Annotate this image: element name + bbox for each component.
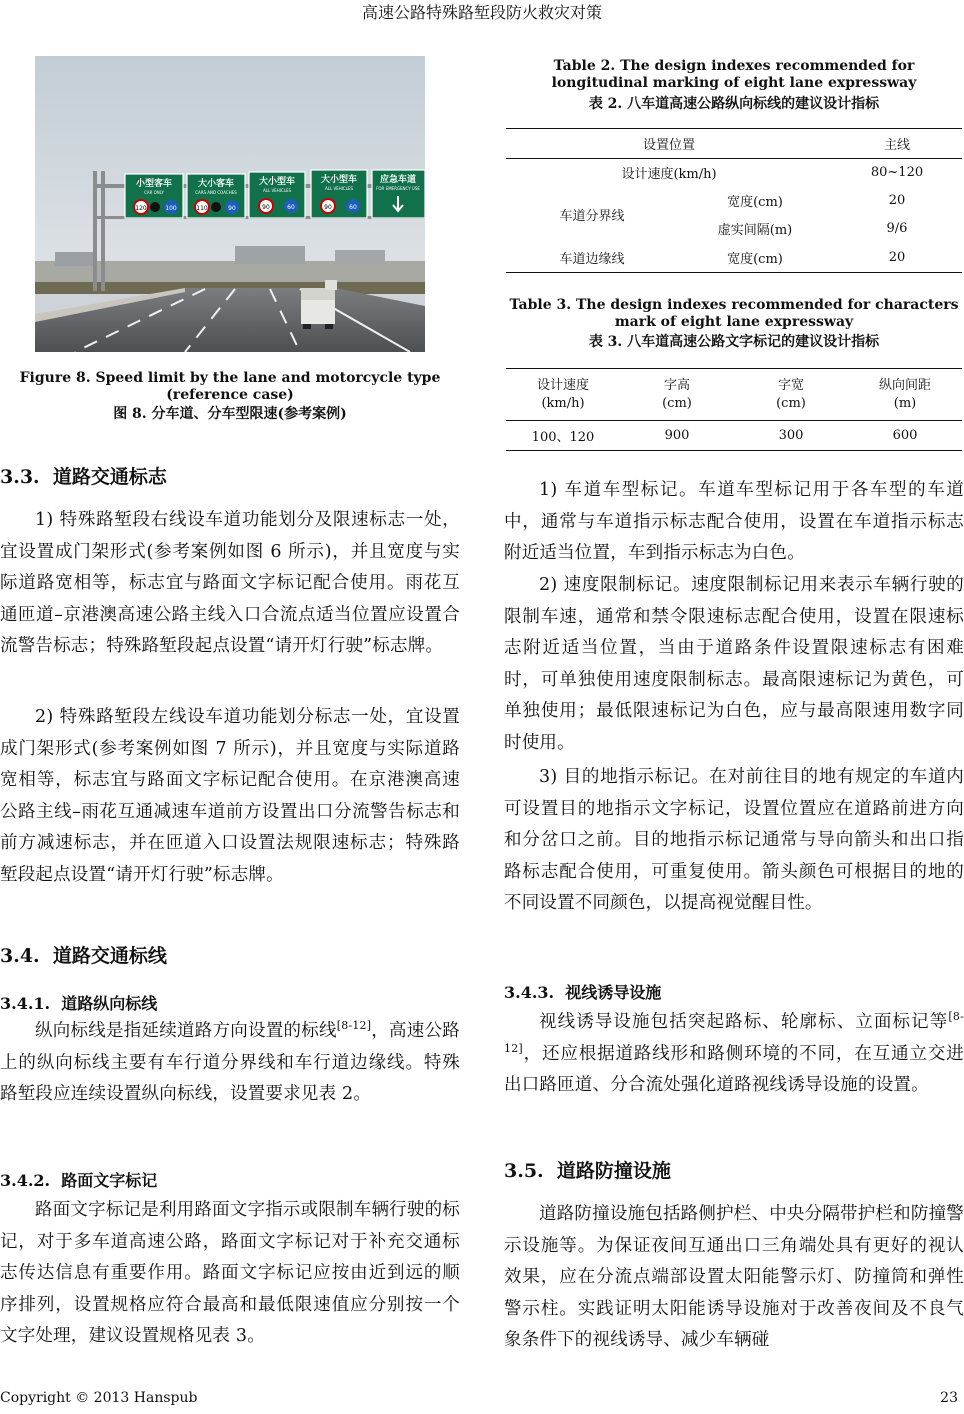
running-header: 高速公路特殊路堑段防火救灾对策	[361, 3, 602, 22]
table-2-divider-gap-label: 虚实间隔(m)	[717, 223, 793, 238]
table-2-divider-gap-value: 9/6	[886, 221, 908, 236]
svg-text:60: 60	[349, 204, 357, 211]
section-3-3-para-1: 1) 特殊路堑段右线设车道功能划分及限速标志一处，宜设置成门架形式(参考案例如图 6 所示)，并且宽度与实际道路宽相等，标志宜与路面文字标记配合使用。雨花互通匝道–京港澳高速公路主线入口合流点适当位置应设置合流警告标志；特殊路堑段起点设置“请开灯行驶”标志牌。	[0, 510, 460, 657]
svg-text:100: 100	[165, 205, 177, 212]
svg-text:大小型车: 大小型车	[320, 175, 358, 185]
sign-3	[249, 172, 305, 218]
table-3-header-width: 字宽 (cm)	[776, 377, 806, 411]
svg-text:90: 90	[324, 204, 332, 211]
section-3-5-para: 道路防撞设施包括路侧护栏、中央分隔带护栏和防撞警示设施等。为保证夜间互通出口三角端处具有更好的视认效果，应在分流点端部设置太阳能警示灯、防撞筒和弹性警示柱。实践证明太阳能诱导设施对于改善夜间及不良气象条件下的视线诱导、减少车辆碰	[504, 1204, 964, 1351]
svg-text:ALL VEHICLES: ALL VEHICLES	[324, 186, 354, 191]
table-2-header-position: 设置位置	[642, 138, 695, 153]
right-para-2: 2) 速度限制标记。速度限制标记用来表示车辆行驶的限制车速，通常和禁令限速标志配合使用，设置在限速标志附近适当位置，当由于道路条件设置限速标志有困难时，可单独使用速度限制标志。最高限速标记为黄色，可单独使用；最低限速标记为白色，应与最高限速用数字同时使用。	[504, 575, 964, 753]
svg-text:CARS AND COACHES: CARS AND COACHES	[195, 190, 237, 195]
table-2-header-main: 主线	[883, 138, 910, 153]
section-3-3-heading: 3.3. 道路交通标志	[0, 466, 167, 488]
table-3-header-speed: 设计速度 (km/h)	[536, 377, 589, 411]
sign-4	[311, 170, 367, 218]
sign-2	[187, 174, 245, 218]
svg-text:CAR ONLY: CAR ONLY	[144, 190, 164, 195]
table-3-cell-width: 300	[778, 428, 804, 443]
table-3	[506, 368, 962, 451]
page-number: 23	[940, 1390, 958, 1406]
svg-text:120: 120	[135, 205, 147, 212]
section-3-4-1-para: 纵向标线是指延续道路方向设置的标线[8-12]，高速公路上的纵向标线主要有车行道分界线和车行道边缘线。特殊路堑段应连续设置纵向标线，设置要求见表 2。	[0, 1019, 460, 1105]
table-2-caption-cn: 表 2. 八车道高速公路纵向标线的建议设计指标	[588, 96, 880, 112]
section-3-4-heading: 3.4. 道路交通标线	[0, 945, 167, 967]
table-2-speed-value: 80~120	[870, 165, 924, 181]
table-2-caption-en: Table 2. The design indexes recommended for longitudinal marking of eight lane expressway	[551, 58, 917, 91]
table-2-edge-width-label: 宽度(cm)	[727, 251, 783, 267]
table-3-cell-height: 900	[664, 428, 690, 443]
svg-text:FOR EMERGENCY USE: FOR EMERGENCY USE	[376, 186, 420, 191]
table-3-caption-cn: 表 3. 八车道高速公路文字标记的建议设计指标	[588, 334, 880, 350]
figure-8-caption-cn: 图 8. 分车道、分车型限速(参考案例)	[113, 406, 347, 422]
svg-text:ALL VEHICLES: ALL VEHICLES	[262, 188, 292, 193]
table-2-speed-label: 设计速度(km/h)	[621, 167, 717, 183]
table-2-divider-width-value: 20	[888, 193, 906, 208]
table-3-cell-spacing: 600	[892, 428, 918, 443]
table-2	[506, 128, 962, 273]
footer-copyright: Copyright © 2013 Hanspub	[0, 1390, 198, 1406]
right-para-3: 3) 目的地指示标记。在对前往目的地有规定的车道内可设置目的地指示文字标记，设置位置应在道路前进方向和分岔口之前。目的地指示标记通常与导向箭头和出口指路标志配合使用，可重复使用。箭头颜色可根据目的地的不同设置不同颜色，以提高视觉醒目性。	[504, 767, 964, 914]
gantry-pole	[93, 171, 97, 291]
svg-text:大小客车: 大小客车	[197, 179, 235, 189]
section-3-4-1-heading: 3.4.1. 道路纵向标线	[0, 994, 158, 1013]
svg-text:110: 110	[196, 205, 208, 212]
truck	[301, 288, 335, 329]
svg-text:60: 60	[287, 204, 295, 211]
figure-8-photo	[35, 56, 425, 352]
sign-5	[372, 170, 425, 218]
table-2-divider-label: 车道分界线	[559, 209, 625, 224]
section-3-4-2-para: 路面文字标记是利用路面文字指示或限制车辆行驶的标记，对于多车道高速公路，路面文字标记对于补充交通标志传达信息有重要作用。路面文字标记应按由近到远的顺序排列，设置规格应符合最高和最低限速值应分别按一个文字处理，建议设置规格见表 3。	[0, 1200, 460, 1347]
right-para-1: 1) 车道车型标记。车道车型标记用于各车型的车道中，通常与车道指示标志配合使用，设置在车道指示标志附近适当位置，车到指示标志为白色。	[504, 480, 964, 564]
table-2-edge-width-value: 20	[888, 249, 906, 265]
section-3-4-2-heading: 3.4.2. 路面文字标记	[0, 1171, 158, 1190]
table-3-header-spacing: 纵向间距 (m)	[878, 377, 931, 411]
svg-text:小型客车: 小型客车	[135, 179, 173, 189]
table-2-divider-width-label: 宽度(cm)	[727, 195, 783, 210]
table-2-edge-label: 车道边缘线	[559, 251, 625, 267]
table-3-caption-en: Table 3. The design indexes recommended for characters mark of eight lane expressway	[509, 297, 959, 330]
section-3-3-para-2: 2) 特殊路堑段左线设车道功能划分标志一处，宜设置成门架形式(参考案例如图 7 所示)，并且宽度与实际道路宽相等，标志宜与路面文字标记配合使用。在京港澳高速公路主线–雨花互通减速车道前方设置出口分流警告标志和前方减速标志，并在匝道入口设置法规限速标志；特殊路堑段起点设置“请开灯行驶”标志牌。	[0, 707, 460, 885]
svg-text:大小型车: 大小型车	[258, 177, 296, 187]
svg-text:90: 90	[228, 205, 236, 212]
svg-text:应急车道: 应急车道	[379, 175, 417, 185]
table-3-cell-speed: 100、120	[531, 430, 595, 445]
section-3-5-heading: 3.5. 道路防撞设施	[504, 1160, 671, 1182]
svg-text:90: 90	[262, 204, 270, 211]
section-3-4-3-para: 视线诱导设施包括突起路标、轮廓标、立面标记等[8-12]，还应根据道路线形和路侧环境的不同，在互通立交进出口路匝道、分合流处强化道路视线诱导设施的设置。	[504, 1010, 964, 1096]
figure-8-caption-en: Figure 8. Speed limit by the lane and motorcycle type (reference case)	[19, 370, 441, 403]
section-3-4-3-heading: 3.4.3. 视线诱导设施	[504, 983, 662, 1002]
table-3-header-height: 字高 (cm)	[662, 377, 692, 411]
sign-1	[125, 174, 183, 218]
